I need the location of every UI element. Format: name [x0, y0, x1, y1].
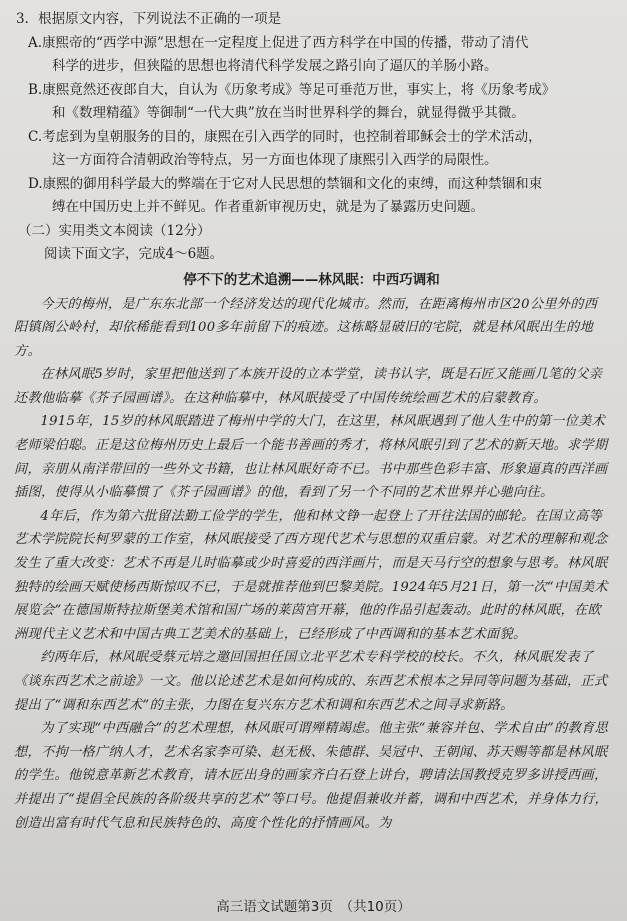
article-paragraph-6: 为了实现“中西融合”的艺术理想，林风眠可谓殚精竭虑。他主张“兼容并包、学术自由”的教育思想，不拘一格广纳人才，艺术名家李可染、赵无极、朱德群、吴冠中、王朝闻、苏天赐等都是林风眠的学生。他锐意革新艺术教育，请木匠出身的画家齐白石登上讲台，聘请法国教授克罗多讲授西画，并提出了“提倡全民族的各阶级共享的艺术”等口号。他提倡兼收并蓄，调和中西艺术，并身体力行，创造出富有时代气息和民族特色的、高度个性化的抒情画风。为 — [14, 721, 609, 831]
option-b-line-1: B.康熙竟然还夜郎自大，自认为《历象考成》等足可垂范万世，事实上，将《历象考成》 — [28, 81, 556, 98]
section-instruction: 阅读下面文字，完成4～6题。 — [44, 246, 224, 262]
option-a-line-1: A.康熙帝的“西学中源”思想在一定程度上促进了西方科学在中国的传播，带动了清代 — [28, 34, 529, 51]
option-d-line-1: D.康熙的御用科学最大的弊端在于它对人民思想的禁锢和文化的束缚，而这种禁锢和束 — [28, 175, 543, 192]
option-d — [14, 173, 609, 220]
article-paragraph-3: 1915年，15岁的林风眠踏进了梅州中学的大门，在这里，林风眠遇到了他人生中的第一位美术老师梁伯聪。正是这位梅州历史上最后一个能书善画的秀才，将林风眠引到了艺术的新天地。求学期间，亲朋从南洋带回的一些外文书籍，也让林风眠好奇不已。书中那些色彩丰富、形象逼真的西洋画插图，使得从小临摹惯了《芥子园画谱》的他，看到了另一个不同的艺术世界并心驰向往。 — [14, 414, 608, 501]
option-b-line-2: 和《数理精蕴》等御制“一代大典”放在当时世界科学的舞台，就显得微乎其微。 — [52, 105, 525, 121]
option-c-line-1: C.考虑到为皇朝服务的目的，康熙在引入西学的同时，也控制着耶稣会士的学术活动， — [28, 128, 542, 145]
option-c-line-2: 这一方面符合清朝政治等特点，另一方面也体现了康熙引入西学的局限性。 — [52, 152, 498, 168]
option-b — [14, 79, 609, 126]
question-stem: 3．根据原文内容，下列说法不正确的一项是 — [16, 11, 282, 27]
option-c — [14, 126, 609, 173]
article-paragraph-2: 在林风眠5岁时，家里把他送到了本族开设的立本学堂，读书认字，既是石匠又能画几笔的父亲还教他临摹《芥子园画谱》。在这种临摹中，林风眠接受了中国传统绘画艺术的启蒙教育。 — [14, 367, 603, 406]
option-a-line-2: 科学的进步，但狭隘的思想也将清代科学发展之路引向了逼仄的羊肠小路。 — [52, 58, 498, 74]
page-footer: 高三语文试题第3页 （共10页） — [216, 899, 411, 915]
option-a — [14, 32, 609, 79]
option-d-line-2: 缚在中国历史上并不鲜见。作者重新审视历史，就是为了暴露历史问题。 — [52, 199, 484, 215]
article-paragraph-5: 约两年后，林风眠受蔡元培之邀回国担任国立北平艺术专科学校的校长。不久，林风眠发表了《谈东西艺术之前途》一文。他以论述艺术是如何构成的、东西艺术根本之异同等问题为基础，正式提出了“调和东西艺术”的主张，力图在复兴东方艺术和调和东西艺术之间寻求新路。 — [14, 650, 608, 713]
article-paragraph-4: 4年后，作为第六批留法勤工俭学的学生，他和林文铮一起登上了开往法国的邮轮。在国立高等艺术学院院长柯罗蒙的工作室，林风眠接受了西方现代艺术与思想的双重启蒙。对艺术的理解和观念发生了重大改变：艺术不再是儿时临摹或少时喜爱的西洋画片，而是天马行空的想象与思考。林风眠独特的绘画天赋使杨西斯惊叹不已，于是就推荐他到巴黎美院。1924年5月21日，第一次“中国美术展览会”在德国斯特拉斯堡美术馆和国广场的莱茵宫开幕，他的作品引起轰动。此时的林风眠，在欧洲现代主义艺术和中国古典工艺美术的基础上，已经形成了中西调和的基本艺术面貌。 — [14, 508, 608, 642]
article-title: 停不下的艺术追溯——林风眠：中西巧调和 — [183, 271, 440, 288]
section-heading: （二）实用类文本阅读（12分） — [18, 222, 211, 239]
question-3 — [14, 8, 609, 220]
article-paragraph-1: 今天的梅州，是广东东北部一个经济发达的现代化城市。然而，在距离梅州市区20公里外的西阳镇阁公岭村，却依稀能看到100多年前留下的痕迹。这栋略显破旧的宅院，就是林风眠出生的地方。 — [14, 296, 598, 359]
